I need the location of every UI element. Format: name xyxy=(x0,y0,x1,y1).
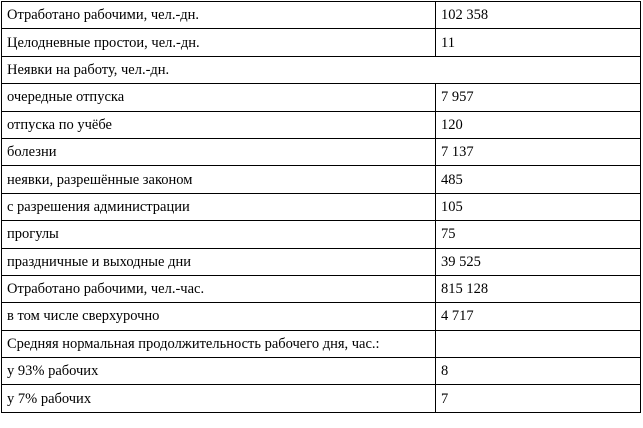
row-value: 75 xyxy=(436,221,641,248)
row-label: у 7% рабочих xyxy=(2,385,436,412)
row-label: праздничные и выходные дни xyxy=(2,248,436,275)
row-value: 8 xyxy=(436,358,641,385)
table-row xyxy=(2,29,641,56)
row-label: в том числе сверхурочно xyxy=(2,303,436,330)
statistics-table xyxy=(1,1,641,413)
table-row xyxy=(2,84,641,111)
row-label: Средняя нормальная продолжительность рабочего дня, час.: xyxy=(2,330,436,357)
table-row xyxy=(2,248,641,275)
row-value: 4 717 xyxy=(436,303,641,330)
row-label: неявки, разрешённые законом xyxy=(2,166,436,193)
row-label: болезни xyxy=(2,138,436,165)
row-label: отпуска по учёбе xyxy=(2,111,436,138)
row-label: очередные отпуска xyxy=(2,84,436,111)
table-row xyxy=(2,303,641,330)
row-value xyxy=(436,330,641,357)
table-row xyxy=(2,193,641,220)
row-value: 11 xyxy=(436,29,641,56)
table-row xyxy=(2,330,641,357)
row-value xyxy=(436,56,641,83)
row-value: 7 957 xyxy=(436,84,641,111)
table-row xyxy=(2,166,641,193)
row-label: Неявки на работу, чел.-дн. xyxy=(2,56,436,83)
table-row xyxy=(2,385,641,412)
table-row xyxy=(2,56,641,83)
table-row xyxy=(2,275,641,302)
row-label: Отработано рабочими, чел.-дн. xyxy=(2,2,436,29)
row-value: 485 xyxy=(436,166,641,193)
row-label: с разрешения администрации xyxy=(2,193,436,220)
row-value: 815 128 xyxy=(436,275,641,302)
row-value: 39 525 xyxy=(436,248,641,275)
row-value: 120 xyxy=(436,111,641,138)
row-label: Целодневные простои, чел.-дн. xyxy=(2,29,436,56)
table-row xyxy=(2,138,641,165)
table-row xyxy=(2,358,641,385)
row-value: 7 xyxy=(436,385,641,412)
table-row xyxy=(2,2,641,29)
row-value: 102 358 xyxy=(436,2,641,29)
row-label: у 93% рабочих xyxy=(2,358,436,385)
table-row xyxy=(2,221,641,248)
row-label: прогулы xyxy=(2,221,436,248)
row-label: Отработано рабочими, чел.-час. xyxy=(2,275,436,302)
table-row xyxy=(2,111,641,138)
row-value: 105 xyxy=(436,193,641,220)
row-value: 7 137 xyxy=(436,138,641,165)
